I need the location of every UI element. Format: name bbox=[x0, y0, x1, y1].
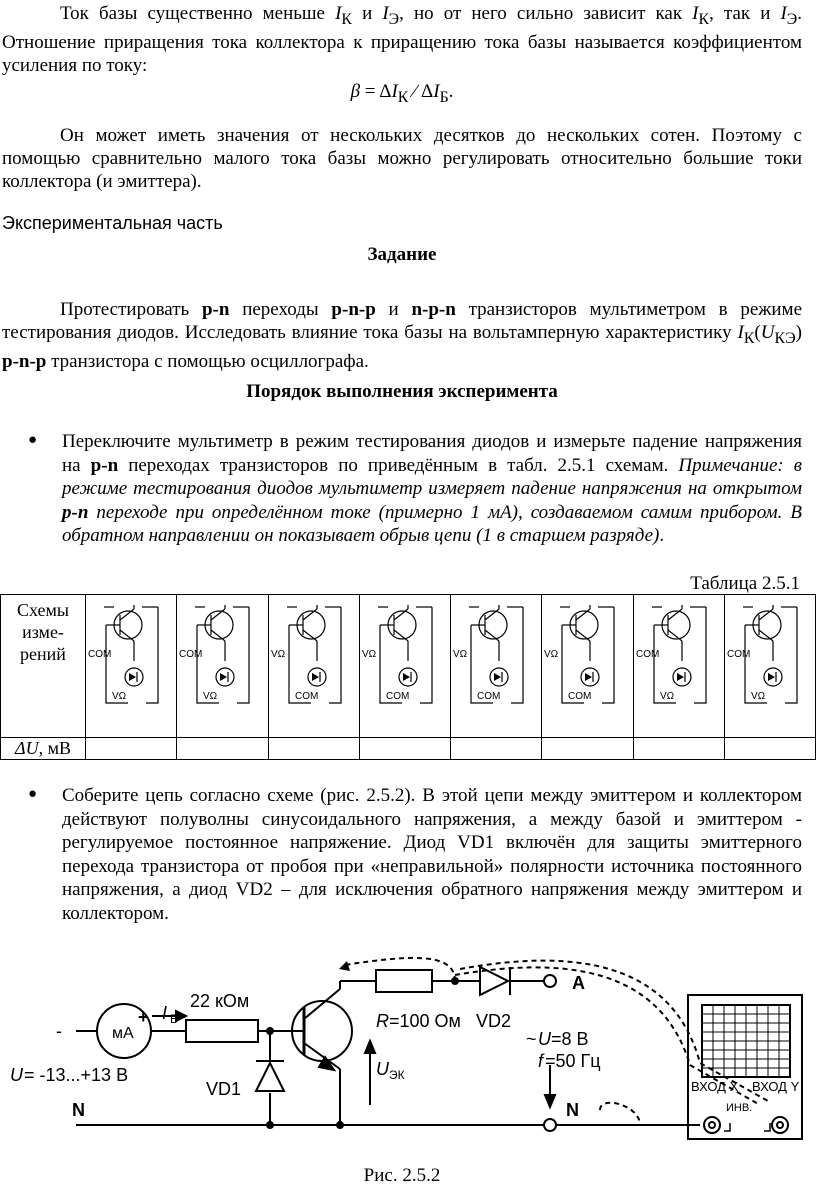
input-y-label: ВХОД Y bbox=[752, 1079, 800, 1094]
probe-wire bbox=[146, 607, 158, 703]
probe-bottom-label: COM bbox=[294, 691, 318, 702]
base-resistor-label: 22 кОм bbox=[190, 991, 250, 1011]
probe-wire bbox=[511, 607, 523, 703]
measurement-circuit bbox=[451, 595, 541, 731]
bullet-marker: ● bbox=[28, 432, 38, 448]
probe-bottom-label: COM bbox=[568, 691, 592, 702]
terminal-a-label: A bbox=[572, 973, 585, 993]
circuit-cell bbox=[268, 595, 359, 738]
table-row-label-schemes: Схемы изме-рений bbox=[1, 595, 86, 738]
probe-wire bbox=[420, 607, 432, 703]
minus-label: - bbox=[56, 1021, 62, 1041]
probe-wire bbox=[694, 607, 706, 703]
circuit-cell bbox=[724, 595, 815, 738]
section-heading: Экспериментальная часть bbox=[2, 213, 223, 233]
voltage-cell[interactable] bbox=[359, 738, 450, 760]
voltage-cell[interactable] bbox=[633, 738, 724, 760]
uek-label: U bbox=[376, 1059, 389, 1079]
diode-arrow bbox=[768, 673, 775, 681]
probe-top-label: COM bbox=[179, 649, 203, 660]
ground-right-label: N bbox=[566, 1100, 579, 1120]
instruction-item-1: Переключите мультиметр в режим тестирования диодов и измерьте падение напряжения на p-n переходах транзисторов по приведённым в табл. 2.5.1 схемам. Примечание: в режиме тестирования диодов мультиметр измеряет падение напряжения на открытом p-n переходе при определённом токе (примерно 1 мА), создаваемом самим прибором. В обратном направлении он показывает обрыв цепи (1 в старшем разряде). bbox=[62, 431, 803, 546]
voltage-cell[interactable] bbox=[268, 738, 359, 760]
ac-voltage-symbol: U bbox=[538, 1029, 551, 1049]
voltage-cell[interactable] bbox=[451, 738, 542, 760]
collector-resistor-value: =100 Ом bbox=[389, 1011, 461, 1031]
circuit-figure bbox=[0, 945, 816, 1145]
base-current-sub: Б bbox=[170, 1012, 178, 1026]
current-gain-formula: $\beta = \Delta I_К$ ⁄ $\Delta I_Б$. bbox=[350, 81, 454, 106]
measurement-circuit bbox=[725, 595, 815, 731]
terminal-a bbox=[544, 975, 556, 987]
frequency-symbol: f bbox=[538, 1051, 544, 1071]
probe-wire bbox=[237, 607, 249, 703]
plus-label: + bbox=[138, 1007, 149, 1027]
voltage-cell[interactable] bbox=[86, 738, 177, 760]
ac-tilde: ~ bbox=[526, 1029, 537, 1049]
probe-bottom-label: VΩ bbox=[659, 691, 674, 702]
task-heading: Задание bbox=[367, 244, 437, 265]
diode-arrow bbox=[403, 673, 410, 681]
circuit-cell bbox=[542, 595, 633, 738]
probe-wire bbox=[602, 607, 614, 703]
diode-arrow bbox=[494, 673, 501, 681]
collector-resistor bbox=[376, 970, 432, 992]
probe-bottom-label: COM bbox=[477, 691, 501, 702]
measurement-circuit bbox=[360, 595, 450, 731]
oscilloscope-body bbox=[688, 995, 802, 1139]
base-resistor bbox=[186, 1020, 258, 1042]
meter-label: мА bbox=[112, 1025, 134, 1042]
diode-arrow bbox=[585, 673, 592, 681]
supply-symbol: U bbox=[10, 1065, 23, 1085]
probe-top-label: VΩ bbox=[270, 649, 285, 660]
diode-arrow bbox=[129, 673, 136, 681]
probe-wire bbox=[329, 607, 341, 703]
circuit-cell bbox=[451, 595, 542, 738]
probe-top-label: COM bbox=[726, 649, 751, 660]
instruction-item-2: Соберите цепь согласно схеме (рис. 2.5.2). В этой цепи между эмиттером и коллектором действуют полуволны синусоидального напряжения, а между базой и эмиттером - регулируемое постоянное напряжение. Диод VD1 включён для защиты эмиттерного перехода транзистора от пробоя при «неправильной» полярности источника постоянного напряжения, а диод VD2 – для исключения обратного напряжения между эмиттером и коллектором. bbox=[62, 785, 802, 924]
figure-caption: Рис. 2.5.2 bbox=[363, 1165, 441, 1186]
oscilloscope-grid bbox=[702, 1005, 790, 1077]
probe-wire bbox=[785, 607, 797, 703]
diode-arrow bbox=[677, 673, 684, 681]
intro-paragraph: Ток базы существенно меньше $I_К$ и $I_Э$, но от него сильно зависит как $I_К$, так и $I_Э$. Отношение приращения тока коллектора к приращению тока базы называется коэффициентом усиления по току: bbox=[2, 3, 802, 76]
bullet-marker: ● bbox=[28, 786, 38, 802]
diode-arrow bbox=[220, 673, 227, 681]
probe-top-label: COM bbox=[88, 649, 112, 660]
probe-top-label: VΩ bbox=[453, 649, 468, 660]
measurement-circuit bbox=[86, 595, 176, 731]
task-paragraph: Протестировать p-n переходы p-n-p и n-p-n транзисторов мультиметром в режиме тестирования диодов. Исследовать влияние тока базы на вольтамперную характеристику $I_К(U_{КЭ})$ p-n-p транзистора с помощью осциллографа. bbox=[2, 299, 803, 372]
table-row-label-voltage: ΔU, мВ bbox=[1, 738, 86, 760]
probe-bottom-label: VΩ bbox=[203, 691, 218, 702]
circuit-cell bbox=[359, 595, 450, 738]
measurement-circuit bbox=[542, 595, 632, 731]
measurement-circuit bbox=[634, 595, 724, 731]
voltage-cell[interactable] bbox=[177, 738, 268, 760]
probe-top-label: VΩ bbox=[544, 649, 559, 660]
table-caption: Таблица 2.5.1 bbox=[690, 573, 800, 594]
probe-bottom-label: VΩ bbox=[112, 691, 127, 702]
probe-top-label: COM bbox=[635, 649, 659, 660]
vd1-diode bbox=[256, 1063, 284, 1091]
measurement-table bbox=[0, 594, 816, 760]
procedure-heading: Порядок выполнения эксперимента bbox=[246, 381, 558, 402]
terminal-n bbox=[544, 1119, 556, 1131]
gain-paragraph: Он может иметь значения от нескольких десятков до нескольких сотен. Поэтому с помощью сравнительно малого тока базы можно регулировать относительно большие токи коллектора (и эмиттера). bbox=[2, 125, 802, 192]
voltage-cell[interactable] bbox=[542, 738, 633, 760]
diode-arrow bbox=[312, 673, 319, 681]
probe-top-label: VΩ bbox=[361, 649, 376, 660]
probe-bottom-label: VΩ bbox=[750, 691, 765, 702]
ground-left-label: N bbox=[72, 1100, 85, 1120]
collector-resistor-symbol: R bbox=[376, 1011, 389, 1031]
measurement-circuit bbox=[177, 595, 267, 731]
input-x-label: ВХОД X bbox=[691, 1079, 739, 1094]
invert-label: ИНВ. bbox=[726, 1102, 753, 1114]
voltage-cell[interactable] bbox=[724, 738, 815, 760]
base-current-label: I bbox=[162, 1003, 168, 1023]
uek-sub: ЭК bbox=[389, 1068, 405, 1082]
circuit-cell bbox=[633, 595, 724, 738]
input-x-jack bbox=[704, 1117, 720, 1133]
supply-value: = -13...+13 В bbox=[24, 1065, 129, 1085]
ac-voltage-value: =8 В bbox=[551, 1029, 589, 1049]
vd1-label: VD1 bbox=[206, 1079, 242, 1099]
measurement-circuit bbox=[269, 595, 359, 731]
frequency-value: =50 Гц bbox=[545, 1051, 601, 1071]
vd2-label: VD2 bbox=[476, 1011, 512, 1031]
circuit-cell bbox=[86, 595, 177, 738]
input-y-jack bbox=[772, 1117, 788, 1133]
probe-bottom-label: COM bbox=[385, 691, 410, 702]
circuit-cell bbox=[177, 595, 268, 738]
